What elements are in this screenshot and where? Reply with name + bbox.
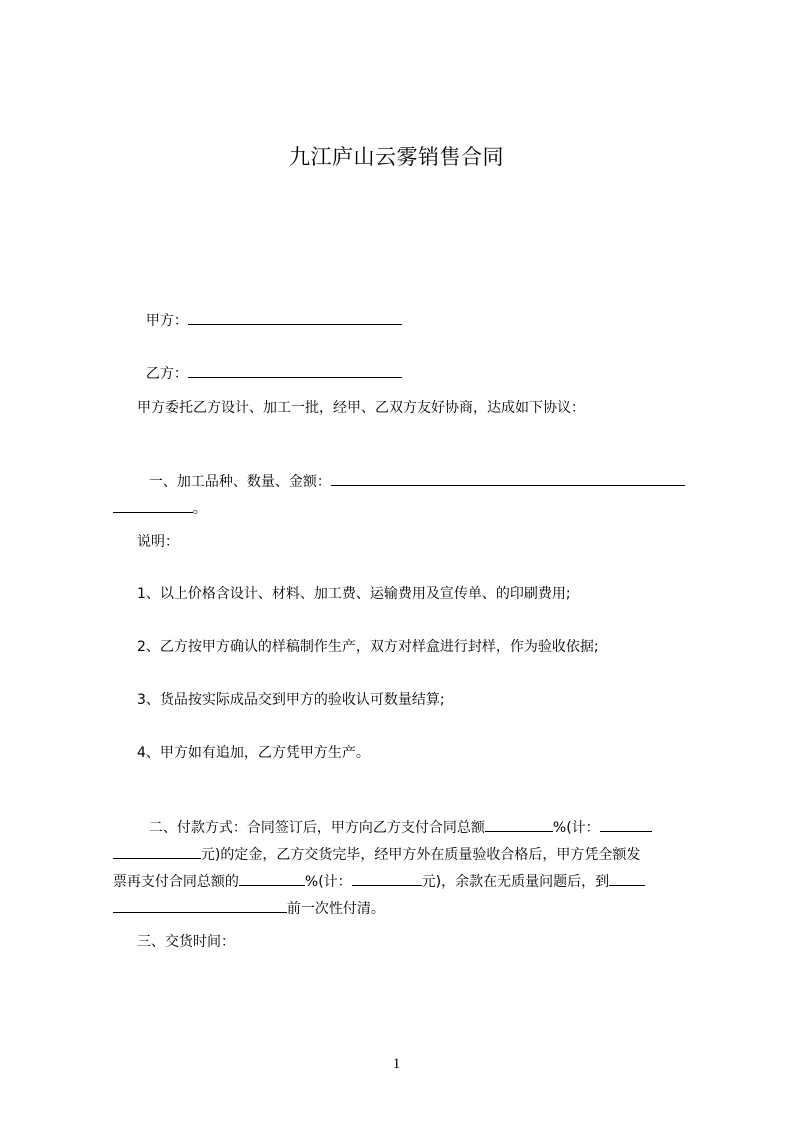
party-b-line	[137, 345, 737, 383]
document-title: 九江庐山云雾销售合同	[289, 145, 504, 169]
party-b-label: 乙方：	[145, 366, 188, 382]
balance-date-blank-2	[113, 898, 287, 913]
intro-paragraph: 甲方委托乙方设计、加工一批，经甲、乙双方友好协商，达成如下协议：	[137, 400, 585, 416]
section2-text-3b: 元)，余款在无质量问题后，到	[421, 874, 610, 890]
party-a-label: 甲方：	[145, 313, 188, 329]
note-item-4: 4、甲方如有追加，乙方凭甲方生产。	[137, 745, 370, 761]
section1-line-2	[104, 480, 704, 518]
party-a-line	[137, 292, 737, 330]
section3-label: 三、交货时间：	[137, 934, 235, 950]
note-item-3: 3、货品按实际成品交到甲方的验收认可数量结算;	[137, 692, 445, 708]
section1-blank-2	[113, 498, 193, 513]
section2-text-3a: 票再支付合同总额的	[112, 874, 239, 890]
section2-text-1: 二、付款方式：合同签订后，甲方向乙方支付合同总额	[148, 820, 485, 836]
page-number: 1	[392, 1056, 401, 1072]
section2-text-2: 元)的定金，乙方交货完毕，经甲方外在质量验收合格后，甲方凭全额发	[200, 847, 641, 863]
section2-pct-2: %(计：	[304, 874, 352, 890]
section2-pct-1: %(计：	[552, 820, 600, 836]
section2-line-4	[104, 880, 704, 918]
note-label: 说明：	[137, 534, 179, 550]
party-a-blank	[188, 310, 402, 325]
note-item-2: 2、乙方按甲方确认的样稿制作生产，双方对样盒进行封样，作为验收依据;	[137, 639, 599, 655]
section1-label: 一、加工品种、数量、金额：	[148, 474, 331, 490]
note-item-1: 1、以上价格含设计、材料、加工费、运输费用及宣传单、的印刷费用;	[137, 586, 571, 602]
party-b-blank	[188, 363, 402, 378]
section1-end: 。	[192, 501, 207, 517]
section2-text-4: 前一次性付清。	[286, 901, 385, 917]
